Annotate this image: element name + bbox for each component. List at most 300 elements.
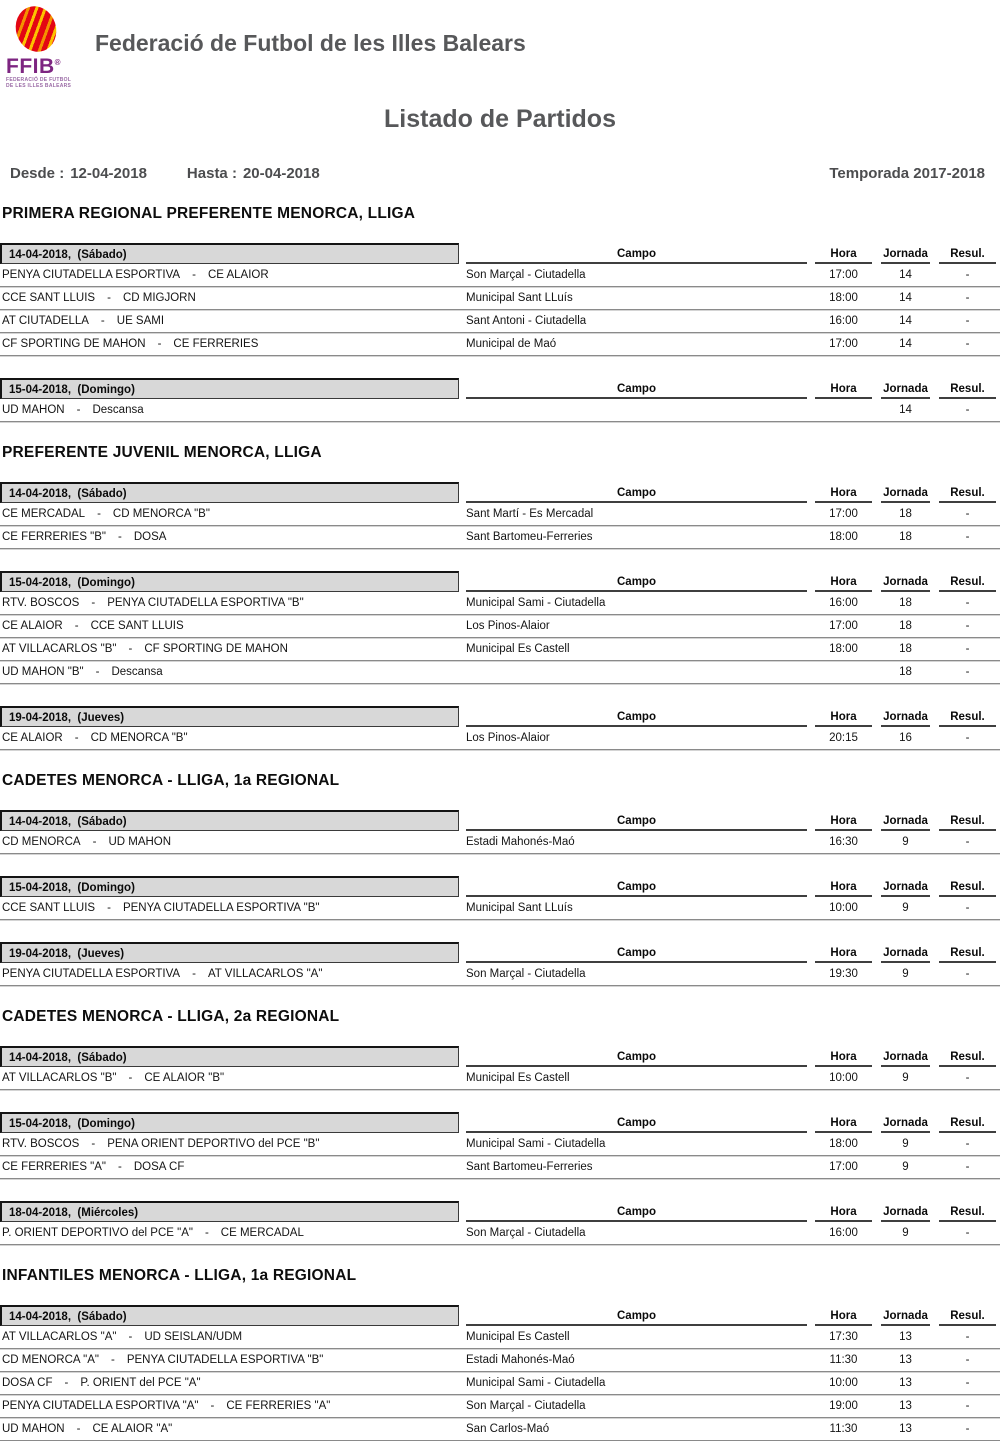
section-title: PRIMERA REGIONAL PREFERENTE MENORCA, LLIGA	[2, 205, 416, 222]
match-resul: -	[965, 643, 970, 655]
match-resul: -	[965, 732, 970, 744]
match-row	[0, 287, 1000, 310]
match-separator: -	[128, 1331, 133, 1343]
match-table	[0, 1046, 1000, 1090]
match-teams	[0, 531, 462, 543]
match-jornada: 9	[902, 1138, 909, 1150]
table-rows	[0, 1222, 1000, 1245]
match-away: CE MERCADAL	[220, 1227, 304, 1239]
column-header-hora: Hora	[815, 576, 872, 592]
match-home: RTV. BOSCOS	[2, 597, 80, 609]
section-tables	[0, 482, 1000, 750]
column-header-resul: Resul.	[939, 1051, 996, 1067]
match-campo: Sant Antoni - Ciutadella	[466, 315, 587, 327]
match-away: PENYA CIUTADELLA ESPORTIVA "B"	[122, 902, 320, 914]
match-table	[0, 876, 1000, 920]
match-row	[0, 727, 1000, 750]
match-row	[0, 1372, 1000, 1395]
match-away: CF SPORTING DE MAHON	[144, 643, 288, 655]
match-jornada: 9	[902, 1072, 909, 1084]
match-separator: -	[107, 292, 111, 304]
table-column-headers	[459, 706, 1000, 727]
column-header-resul: Resul.	[939, 947, 996, 963]
match-separator: -	[128, 1072, 133, 1084]
match-home: PENYA CIUTADELLA ESPORTIVA	[2, 269, 181, 281]
column-header-resul: Resul.	[939, 1206, 996, 1222]
column-header-hora: Hora	[815, 487, 872, 503]
section-tables	[0, 1046, 1000, 1245]
match-separator: -	[118, 531, 122, 543]
match-home: DOSA CF	[2, 1377, 53, 1389]
match-home: UD MAHON	[2, 404, 65, 416]
match-separator: -	[76, 1423, 81, 1435]
match-home: P. ORIENT DEPORTIVO del PCE "A"	[2, 1227, 193, 1239]
match-separator: -	[74, 732, 79, 744]
match-campo: Municipal de Maó	[466, 338, 557, 350]
match-separator: -	[100, 315, 105, 327]
table-header	[0, 1201, 1000, 1222]
match-teams	[0, 315, 462, 327]
match-away: CD MENORCA "B"	[90, 732, 188, 744]
match-resul: -	[965, 666, 970, 678]
match-table	[0, 243, 1000, 356]
column-header-jornada: Jornada	[881, 1206, 930, 1222]
ffib-logo-subtext-1: FEDERACIÓ DE FUTBOL	[6, 77, 72, 83]
match-jornada: 18	[899, 531, 912, 543]
table-date: 18-04-2018, (Miércoles)	[0, 1201, 459, 1222]
table-rows	[0, 399, 1000, 422]
match-resul: -	[965, 531, 970, 543]
match-table	[0, 571, 1000, 684]
table-header	[0, 243, 1000, 264]
match-teams	[0, 1161, 462, 1173]
match-teams	[0, 1377, 462, 1389]
match-teams	[0, 404, 462, 416]
column-header-jornada: Jornada	[881, 576, 930, 592]
match-away: CE ALAIOR "B"	[144, 1072, 225, 1084]
table-column-headers	[459, 571, 1000, 592]
table-date: 19-04-2018, (Jueves)	[0, 942, 459, 963]
table-date: 15-04-2018, (Domingo)	[0, 571, 459, 592]
match-table	[0, 706, 1000, 750]
column-header-resul: Resul.	[939, 248, 996, 264]
match-away: PENYA CIUTADELLA ESPORTIVA "B"	[107, 597, 304, 609]
match-home: CD MENORCA	[2, 836, 81, 848]
column-header-resul: Resul.	[939, 576, 996, 592]
column-header-campo: Campo	[466, 248, 807, 264]
match-hora: 17:00	[829, 269, 858, 281]
table-rows	[0, 897, 1000, 920]
match-campo: Los Pinos-Alaior	[466, 732, 550, 744]
match-row	[0, 1133, 1000, 1156]
ffib-logo-icon	[10, 1, 62, 57]
match-hora: 16:00	[829, 597, 858, 609]
column-header-resul: Resul.	[939, 881, 996, 897]
match-separator: -	[95, 666, 100, 678]
match-teams	[0, 732, 462, 744]
match-separator: -	[97, 508, 101, 520]
table-column-headers	[459, 482, 1000, 503]
match-home: PENYA CIUTADELLA ESPORTIVA "A"	[2, 1400, 199, 1412]
match-row	[0, 503, 1000, 526]
match-teams	[0, 1400, 462, 1412]
table-date: 14-04-2018, (Sábado)	[0, 810, 459, 831]
match-row	[0, 1395, 1000, 1418]
match-hora: 11:30	[829, 1354, 858, 1366]
match-hora: 17:30	[829, 1331, 858, 1343]
match-hora: 17:00	[829, 338, 858, 350]
match-home: UD MAHON "B"	[2, 666, 84, 678]
match-teams	[0, 1227, 462, 1239]
league-section	[0, 772, 1000, 986]
column-header-hora: Hora	[815, 815, 872, 831]
match-campo: Estadi Mahonés-Maó	[466, 1354, 575, 1366]
match-home: AT VILLACARLOS "B"	[2, 1072, 117, 1084]
match-table	[0, 810, 1000, 854]
column-header-campo: Campo	[466, 1206, 807, 1222]
match-campo: Son Marçal - Ciutadella	[466, 1227, 586, 1239]
match-away: UE SAMI	[116, 315, 165, 327]
match-jornada: 18	[899, 597, 912, 609]
match-campo: Municipal Sant LLuís	[466, 902, 573, 914]
table-rows	[0, 1133, 1000, 1179]
match-separator: -	[91, 1138, 96, 1150]
match-campo: Sant Bartomeu-Ferreries	[466, 1161, 593, 1173]
match-jornada: 14	[899, 269, 912, 281]
table-rows	[0, 264, 1000, 356]
match-hora: 19:00	[829, 1400, 858, 1412]
section-title: CADETES MENORCA - LLIGA, 2a REGIONAL	[2, 1008, 340, 1025]
column-header-jornada: Jornada	[881, 248, 930, 264]
match-row	[0, 615, 1000, 638]
match-hora: 17:00	[829, 620, 858, 632]
temporada-label: Temporada 2017-2018	[829, 165, 985, 182]
match-jornada: 16	[899, 732, 912, 744]
hasta-label: Hasta :	[186, 165, 237, 182]
match-home: CE MERCADAL	[2, 508, 86, 520]
column-header-campo: Campo	[466, 711, 807, 727]
league-section	[0, 444, 1000, 750]
column-header-campo: Campo	[466, 1051, 807, 1067]
match-away: P. ORIENT del PCE "A"	[80, 1377, 201, 1389]
match-campo: Los Pinos-Alaior	[466, 620, 550, 632]
column-header-campo: Campo	[466, 576, 807, 592]
table-header	[0, 942, 1000, 963]
match-row	[0, 661, 1000, 684]
match-row	[0, 526, 1000, 549]
match-campo: Sant Bartomeu-Ferreries	[466, 531, 593, 543]
match-away: CE ALAIOR	[207, 269, 269, 281]
match-away: PENYA CIUTADELLA ESPORTIVA "B"	[126, 1354, 324, 1366]
match-hora: 19:30	[829, 968, 858, 980]
match-separator: -	[157, 338, 162, 350]
match-jornada: 13	[899, 1331, 912, 1343]
column-header-jornada: Jornada	[881, 487, 930, 503]
match-table	[0, 942, 1000, 986]
column-header-hora: Hora	[815, 1117, 872, 1133]
column-header-hora: Hora	[815, 881, 872, 897]
match-jornada: 14	[899, 292, 912, 304]
match-home: UD MAHON	[2, 1423, 65, 1435]
match-teams	[0, 1423, 462, 1435]
column-header-jornada: Jornada	[881, 1117, 930, 1133]
match-campo: Municipal Sami - Ciutadella	[466, 1377, 606, 1389]
table-rows	[0, 831, 1000, 854]
match-home: CE FERRERIES "A"	[2, 1161, 107, 1173]
match-resul: -	[965, 269, 970, 281]
column-header-campo: Campo	[466, 815, 807, 831]
match-separator: -	[128, 643, 133, 655]
match-separator: -	[110, 1354, 115, 1366]
match-jornada: 13	[899, 1400, 912, 1412]
match-resul: -	[965, 1423, 970, 1435]
match-hora: 10:00	[829, 1072, 858, 1084]
table-date: 14-04-2018, (Sábado)	[0, 482, 459, 503]
column-header-campo: Campo	[466, 881, 807, 897]
match-jornada: 13	[899, 1354, 912, 1366]
column-header-hora: Hora	[815, 1310, 872, 1326]
section-title: PREFERENTE JUVENIL MENORCA, LLIGA	[2, 444, 322, 461]
match-hora: 10:00	[829, 902, 858, 914]
table-header	[0, 571, 1000, 592]
column-header-jornada: Jornada	[881, 815, 930, 831]
table-date: 19-04-2018, (Jueves)	[0, 706, 459, 727]
match-jornada: 18	[899, 620, 912, 632]
table-header	[0, 1305, 1000, 1326]
match-jornada: 9	[902, 902, 909, 914]
match-campo: Sant Martí - Es Mercadal	[466, 508, 594, 520]
match-home: RTV. BOSCOS	[2, 1138, 80, 1150]
match-row	[0, 333, 1000, 356]
hasta-value: 20-04-2018	[242, 165, 320, 182]
table-column-headers	[459, 243, 1000, 264]
match-resul: -	[965, 1400, 970, 1412]
match-home: CCE SANT LLUIS	[2, 902, 96, 914]
match-hora: 16:00	[829, 315, 858, 327]
match-home: PENYA CIUTADELLA ESPORTIVA	[2, 968, 181, 980]
match-row	[0, 1156, 1000, 1179]
table-column-headers	[459, 810, 1000, 831]
match-teams	[0, 1138, 462, 1150]
match-resul: -	[965, 315, 970, 327]
table-header	[0, 378, 1000, 399]
match-away: Descansa	[111, 666, 163, 678]
match-campo: Municipal Sant LLuís	[466, 292, 573, 304]
match-table	[0, 482, 1000, 549]
match-row	[0, 1067, 1000, 1090]
table-column-headers	[459, 1112, 1000, 1133]
section-tables	[0, 810, 1000, 986]
match-home: CF SPORTING DE MAHON	[2, 338, 146, 350]
table-header	[0, 810, 1000, 831]
match-row	[0, 264, 1000, 287]
table-column-headers	[459, 876, 1000, 897]
match-jornada: 18	[899, 666, 912, 678]
match-resul: -	[965, 1072, 970, 1084]
column-header-jornada: Jornada	[881, 947, 930, 963]
match-resul: -	[965, 1377, 970, 1389]
org-title: Federació de Futbol de les Illes Balears	[95, 30, 526, 56]
match-campo: Municipal Sami - Ciutadella	[466, 597, 606, 609]
match-hora: 16:30	[829, 836, 858, 848]
match-teams	[0, 1354, 462, 1366]
match-table	[0, 1112, 1000, 1179]
match-resul: -	[965, 902, 970, 914]
match-hora: 20:15	[829, 732, 858, 744]
match-separator: -	[91, 597, 96, 609]
match-away: CE ALAIOR "A"	[92, 1423, 173, 1435]
match-campo: Estadi Mahonés-Maó	[466, 836, 575, 848]
table-date: 14-04-2018, (Sábado)	[0, 1305, 459, 1326]
match-campo: San Carlos-Maó	[466, 1423, 550, 1435]
match-resul: -	[965, 508, 970, 520]
table-rows	[0, 963, 1000, 986]
league-section	[0, 1267, 1000, 1441]
match-teams	[0, 1072, 462, 1084]
match-row	[0, 897, 1000, 920]
match-home: CE ALAIOR	[2, 732, 63, 744]
match-teams	[0, 836, 462, 848]
match-home: AT VILLACARLOS "A"	[2, 1331, 117, 1343]
match-campo: Son Marçal - Ciutadella	[466, 269, 586, 281]
league-section	[0, 1008, 1000, 1245]
match-separator: -	[192, 269, 196, 281]
match-away: CCE SANT LLUIS	[90, 620, 184, 632]
match-teams	[0, 338, 462, 350]
match-hora: 18:00	[829, 643, 858, 655]
match-campo: Son Marçal - Ciutadella	[466, 1400, 586, 1412]
table-date: 14-04-2018, (Sábado)	[0, 243, 459, 264]
match-resul: -	[965, 1354, 970, 1366]
match-jornada: 14	[899, 404, 912, 416]
match-row	[0, 1349, 1000, 1372]
section-tables	[0, 1305, 1000, 1441]
match-away: AT VILLACARLOS "A"	[207, 968, 323, 980]
match-away: Descansa	[92, 404, 144, 416]
match-home: AT VILLACARLOS "B"	[2, 643, 117, 655]
column-header-hora: Hora	[815, 947, 872, 963]
match-campo: Municipal Sami - Ciutadella	[466, 1138, 606, 1150]
column-header-jornada: Jornada	[881, 881, 930, 897]
column-header-hora: Hora	[815, 1206, 872, 1222]
column-header-campo: Campo	[466, 947, 807, 963]
match-resul: -	[965, 1331, 970, 1343]
table-date: 14-04-2018, (Sábado)	[0, 1046, 459, 1067]
page-title: Listado de Partidos	[384, 105, 616, 133]
match-away: CD MENORCA "B"	[112, 508, 210, 520]
section-tables	[0, 243, 1000, 422]
table-column-headers	[459, 1046, 1000, 1067]
match-jornada: 14	[899, 315, 912, 327]
match-row	[0, 399, 1000, 422]
column-header-campo: Campo	[466, 1117, 807, 1133]
match-jornada: 18	[899, 643, 912, 655]
table-header	[0, 482, 1000, 503]
match-hora: 17:00	[829, 1161, 858, 1173]
match-resul: -	[965, 620, 970, 632]
page-header	[0, 0, 1000, 205]
table-rows	[0, 1326, 1000, 1441]
column-header-hora: Hora	[815, 383, 872, 399]
table-header	[0, 1046, 1000, 1067]
match-table	[0, 1201, 1000, 1245]
match-jornada: 9	[902, 836, 909, 848]
match-separator: -	[74, 620, 79, 632]
match-row	[0, 831, 1000, 854]
match-campo: Municipal Es Castell	[466, 643, 570, 655]
match-separator: -	[192, 968, 196, 980]
match-campo: Son Marçal - Ciutadella	[466, 968, 586, 980]
table-header	[0, 706, 1000, 727]
column-header-resul: Resul.	[939, 815, 996, 831]
registered-mark-icon: ®	[54, 58, 62, 67]
match-resul: -	[965, 338, 970, 350]
match-hora: 16:00	[829, 1227, 858, 1239]
match-away: DOSA CF	[133, 1161, 185, 1173]
match-jornada: 13	[899, 1377, 912, 1389]
match-hora: 17:00	[829, 508, 858, 520]
date-range	[10, 165, 326, 182]
match-hora: 18:00	[829, 1138, 858, 1150]
match-teams	[0, 508, 462, 520]
match-resul: -	[965, 1161, 970, 1173]
match-hora: 11:30	[829, 1423, 858, 1435]
match-resul: -	[965, 1227, 970, 1239]
match-home: CE FERRERIES "B"	[2, 531, 107, 543]
column-header-resul: Resul.	[939, 1117, 996, 1133]
table-header	[0, 876, 1000, 897]
column-header-campo: Campo	[466, 383, 807, 399]
match-away: CD MIGJORN	[122, 292, 196, 304]
match-away: DOSA	[133, 531, 167, 543]
match-home: AT CIUTADELLA	[2, 315, 89, 327]
ffib-logo	[6, 6, 76, 89]
match-teams	[0, 1331, 462, 1343]
table-column-headers	[459, 1305, 1000, 1326]
match-table	[0, 1305, 1000, 1441]
match-hora: 18:00	[829, 292, 858, 304]
table-header	[0, 1112, 1000, 1133]
ffib-logo-subtext-2: DE LES ILLES BALEARS	[6, 83, 72, 89]
match-row	[0, 592, 1000, 615]
column-header-resul: Resul.	[939, 1310, 996, 1326]
match-separator: -	[118, 1161, 122, 1173]
column-header-jornada: Jornada	[881, 711, 930, 727]
match-hora: 18:00	[829, 531, 858, 543]
match-resul: -	[965, 597, 970, 609]
column-header-jornada: Jornada	[881, 1310, 930, 1326]
column-header-jornada: Jornada	[881, 383, 930, 399]
match-jornada: 14	[899, 338, 912, 350]
match-row	[0, 310, 1000, 333]
desde-label: Desde :	[10, 165, 65, 182]
match-jornada: 9	[902, 1227, 909, 1239]
column-header-hora: Hora	[815, 248, 872, 264]
match-jornada: 9	[902, 968, 909, 980]
column-header-jornada: Jornada	[881, 1051, 930, 1067]
match-jornada: 9	[902, 1161, 909, 1173]
section-title: INFANTILES MENORCA - LLIGA, 1a REGIONAL	[2, 1267, 357, 1284]
match-away: PEÑA ORIENT DEPORTIVO del PCE "B"	[107, 1138, 320, 1150]
column-header-campo: Campo	[466, 487, 807, 503]
match-teams	[0, 643, 462, 655]
column-header-campo: Campo	[466, 1310, 807, 1326]
match-jornada: 13	[899, 1423, 912, 1435]
match-home: CD MENORCA "A"	[2, 1354, 99, 1366]
column-header-resul: Resul.	[939, 711, 996, 727]
column-header-hora: Hora	[815, 1051, 872, 1067]
match-resul: -	[965, 404, 970, 416]
